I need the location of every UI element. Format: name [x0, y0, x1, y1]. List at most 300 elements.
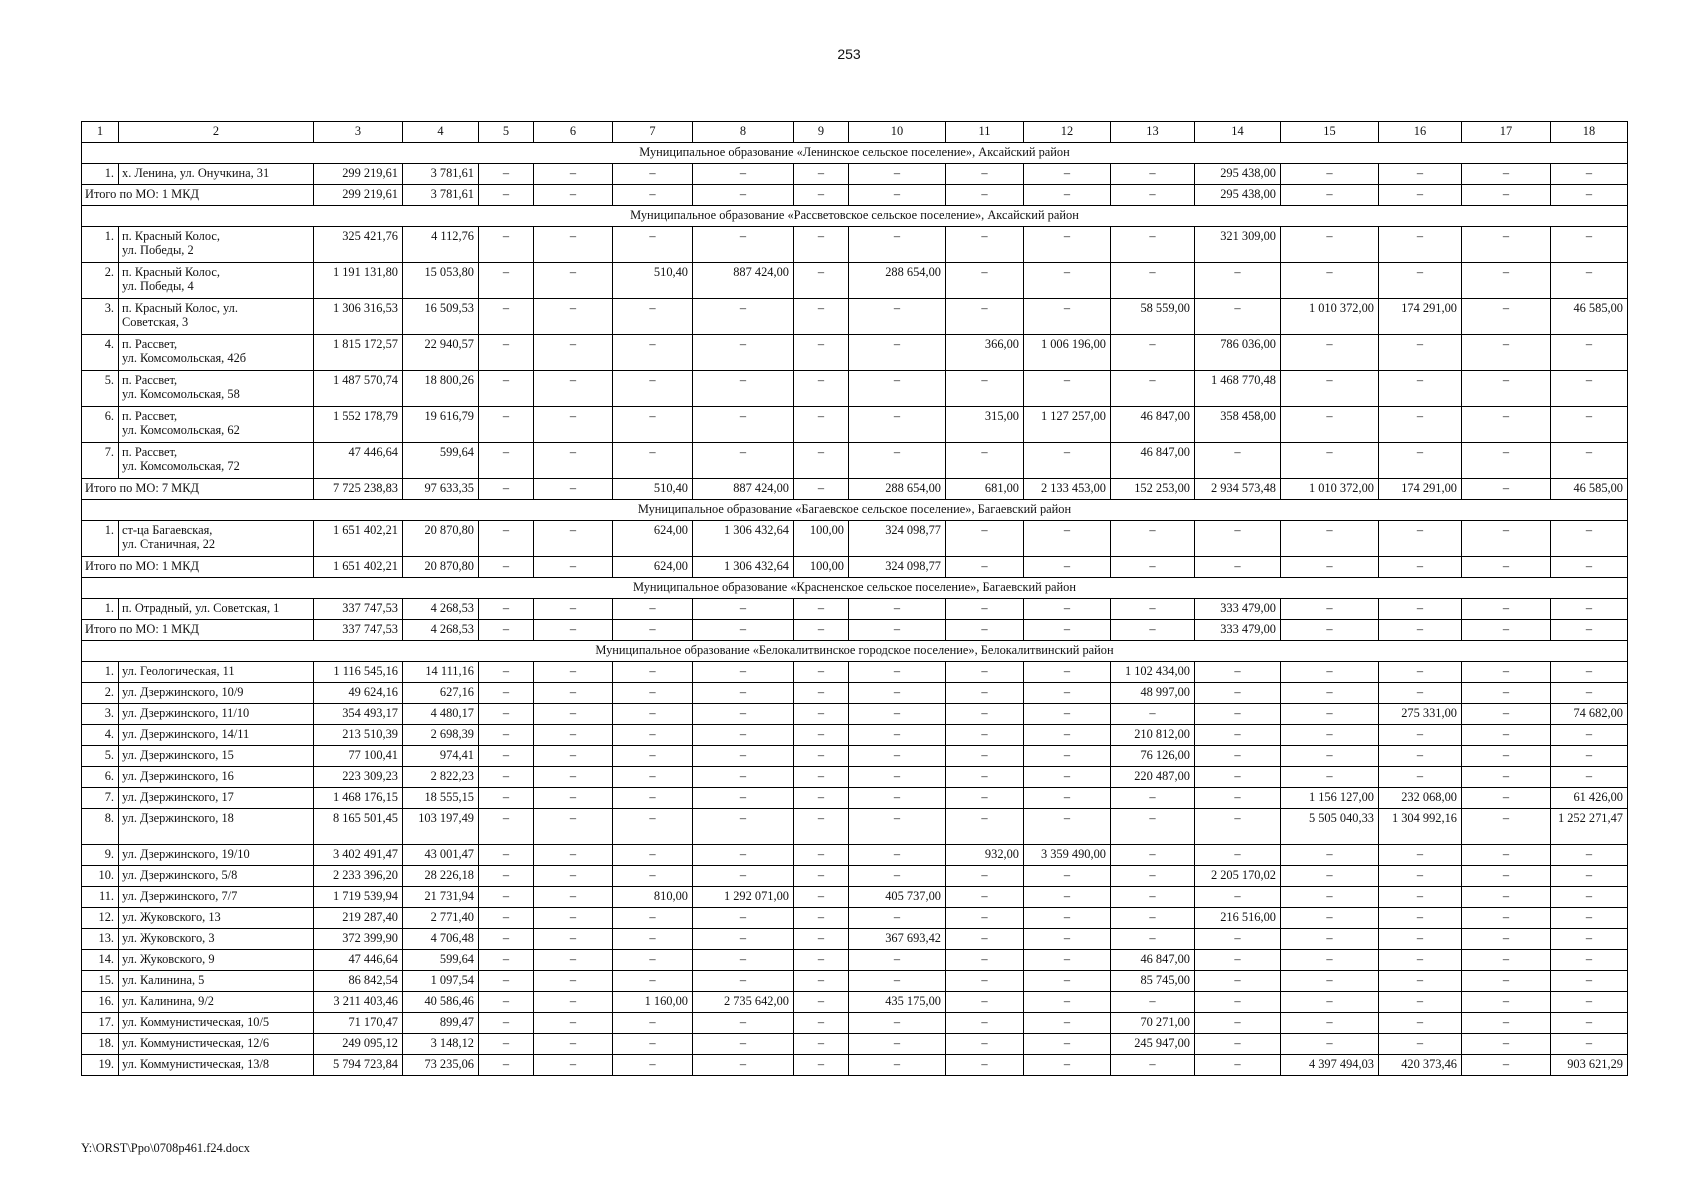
column-number-cell: 11	[946, 122, 1024, 143]
value-cell: 324 098,77	[849, 521, 946, 557]
value-cell: –	[1195, 725, 1281, 746]
value-cell: –	[946, 371, 1024, 407]
value-cell: –	[693, 1013, 794, 1034]
value-cell: 47 446,64	[314, 443, 403, 479]
total-cell: 510,40	[613, 479, 693, 500]
value-cell: –	[693, 683, 794, 704]
column-number-cell: 15	[1281, 122, 1379, 143]
value-cell: –	[1379, 950, 1462, 971]
value-cell: –	[1551, 371, 1628, 407]
table-row	[82, 335, 1628, 371]
total-cell: 333 479,00	[1195, 620, 1281, 641]
row-number: 11.	[82, 887, 119, 908]
value-cell: –	[1281, 866, 1379, 887]
value-cell: 61 426,00	[1551, 788, 1628, 809]
value-cell: 599,64	[403, 443, 479, 479]
value-cell: –	[1111, 1055, 1195, 1076]
address-cell: ул. Дзержинского, 14/11	[119, 725, 314, 746]
value-cell: –	[849, 845, 946, 866]
value-cell: –	[1195, 263, 1281, 299]
section-title: Муниципальное образование «Рассветовское сельское поселение», Аксайский район	[82, 206, 1628, 227]
value-cell: –	[1551, 443, 1628, 479]
column-number-cell: 4	[403, 122, 479, 143]
value-cell: –	[534, 887, 613, 908]
value-cell: –	[1111, 164, 1195, 185]
value-cell: –	[693, 845, 794, 866]
value-cell: –	[534, 164, 613, 185]
total-cell: 288 654,00	[849, 479, 946, 500]
value-cell: –	[693, 767, 794, 788]
column-number-cell: 5	[479, 122, 534, 143]
value-cell: 22 940,57	[403, 335, 479, 371]
address-cell: ул. Дзержинского, 19/10	[119, 845, 314, 866]
column-number-cell: 1	[82, 122, 119, 143]
value-cell: –	[1024, 992, 1111, 1013]
value-cell: –	[693, 371, 794, 407]
value-cell: –	[794, 809, 849, 845]
value-cell: –	[1462, 788, 1551, 809]
value-cell: –	[479, 1055, 534, 1076]
value-cell: –	[534, 725, 613, 746]
row-number: 6.	[82, 767, 119, 788]
value-cell: –	[534, 371, 613, 407]
row-number: 5.	[82, 371, 119, 407]
value-cell: –	[946, 866, 1024, 887]
total-cell: –	[1551, 557, 1628, 578]
value-cell: –	[534, 908, 613, 929]
total-cell: –	[613, 620, 693, 641]
total-cell: 1 651 402,21	[314, 557, 403, 578]
address-cell: ул. Калинина, 9/2	[119, 992, 314, 1013]
value-cell: –	[1379, 599, 1462, 620]
value-cell: –	[479, 521, 534, 557]
value-cell: –	[479, 704, 534, 725]
table-row	[82, 1034, 1628, 1055]
value-cell: –	[794, 164, 849, 185]
row-number: 6.	[82, 407, 119, 443]
value-cell: 372 399,90	[314, 929, 403, 950]
value-cell: –	[946, 767, 1024, 788]
total-cell: –	[1462, 557, 1551, 578]
value-cell: –	[794, 1013, 849, 1034]
value-cell: –	[946, 887, 1024, 908]
value-cell: 46 847,00	[1111, 950, 1195, 971]
value-cell: –	[1195, 299, 1281, 335]
total-cell: 681,00	[946, 479, 1024, 500]
row-number: 1.	[82, 227, 119, 263]
column-number-cell: 8	[693, 122, 794, 143]
value-cell: –	[1195, 1055, 1281, 1076]
value-cell: –	[534, 599, 613, 620]
value-cell: –	[534, 746, 613, 767]
total-cell: –	[1111, 557, 1195, 578]
value-cell: –	[1379, 887, 1462, 908]
value-cell: –	[794, 866, 849, 887]
section-header-row	[82, 206, 1628, 227]
value-cell: –	[479, 950, 534, 971]
value-cell: –	[1024, 521, 1111, 557]
value-cell: 420 373,46	[1379, 1055, 1462, 1076]
value-cell: –	[1379, 845, 1462, 866]
value-cell: –	[946, 1055, 1024, 1076]
value-cell: 354 493,17	[314, 704, 403, 725]
table-row	[82, 704, 1628, 725]
value-cell: 18 555,15	[403, 788, 479, 809]
value-cell: –	[1462, 866, 1551, 887]
value-cell: –	[1551, 866, 1628, 887]
value-cell: –	[693, 929, 794, 950]
address-cell: ул. Коммунистическая, 13/8	[119, 1055, 314, 1076]
value-cell: –	[946, 521, 1024, 557]
value-cell: –	[1462, 992, 1551, 1013]
value-cell: –	[1551, 725, 1628, 746]
section-header-row	[82, 143, 1628, 164]
value-cell: –	[1111, 788, 1195, 809]
value-cell: –	[1379, 227, 1462, 263]
value-cell: –	[479, 866, 534, 887]
value-cell: –	[946, 263, 1024, 299]
value-cell: –	[1195, 662, 1281, 683]
section-header-row	[82, 578, 1628, 599]
value-cell: 232 068,00	[1379, 788, 1462, 809]
data-table	[81, 121, 1628, 1076]
value-cell: –	[1462, 662, 1551, 683]
value-cell: 810,00	[613, 887, 693, 908]
value-cell: –	[794, 845, 849, 866]
value-cell: –	[534, 866, 613, 887]
total-cell: –	[1551, 185, 1628, 206]
value-cell: –	[1195, 746, 1281, 767]
value-cell: –	[1551, 407, 1628, 443]
value-cell: –	[1195, 992, 1281, 1013]
value-cell: –	[613, 908, 693, 929]
column-number-cell: 9	[794, 122, 849, 143]
value-cell: –	[794, 908, 849, 929]
row-number: 8.	[82, 809, 119, 845]
value-cell: 5 794 723,84	[314, 1055, 403, 1076]
table-row	[82, 746, 1628, 767]
value-cell: –	[534, 662, 613, 683]
value-cell: –	[613, 407, 693, 443]
value-cell: –	[946, 443, 1024, 479]
value-cell: –	[1462, 263, 1551, 299]
value-cell: –	[1024, 950, 1111, 971]
value-cell: –	[1462, 335, 1551, 371]
row-number: 1.	[82, 164, 119, 185]
value-cell: 405 737,00	[849, 887, 946, 908]
row-number: 13.	[82, 929, 119, 950]
value-cell: 3 211 403,46	[314, 992, 403, 1013]
value-cell: –	[1024, 599, 1111, 620]
value-cell: –	[534, 929, 613, 950]
value-cell: –	[479, 992, 534, 1013]
value-cell: –	[1551, 887, 1628, 908]
value-cell: –	[693, 866, 794, 887]
value-cell: 358 458,00	[1195, 407, 1281, 443]
value-cell: –	[849, 704, 946, 725]
row-number: 4.	[82, 725, 119, 746]
value-cell: –	[613, 1055, 693, 1076]
value-cell: –	[613, 971, 693, 992]
value-cell: –	[794, 407, 849, 443]
value-cell: –	[794, 1034, 849, 1055]
value-cell: –	[693, 950, 794, 971]
value-cell: –	[1111, 908, 1195, 929]
value-cell: 1 552 178,79	[314, 407, 403, 443]
value-cell: 1 010 372,00	[1281, 299, 1379, 335]
value-cell: –	[1379, 1034, 1462, 1055]
value-cell: –	[613, 767, 693, 788]
row-number: 3.	[82, 299, 119, 335]
value-cell: –	[479, 908, 534, 929]
value-cell: –	[1379, 521, 1462, 557]
value-cell: –	[534, 227, 613, 263]
total-cell: –	[613, 185, 693, 206]
value-cell: –	[849, 746, 946, 767]
value-cell: 295 438,00	[1195, 164, 1281, 185]
value-cell: 1 815 172,57	[314, 335, 403, 371]
value-cell: –	[1024, 683, 1111, 704]
value-cell: –	[946, 746, 1024, 767]
value-cell: –	[1024, 746, 1111, 767]
value-cell: –	[1281, 443, 1379, 479]
value-cell: –	[1462, 443, 1551, 479]
table-row	[82, 407, 1628, 443]
total-cell: –	[1111, 620, 1195, 641]
value-cell: –	[534, 407, 613, 443]
value-cell: –	[613, 299, 693, 335]
value-cell: –	[479, 971, 534, 992]
row-number: 5.	[82, 746, 119, 767]
table-row	[82, 227, 1628, 263]
value-cell: –	[1462, 845, 1551, 866]
value-cell: 4 268,53	[403, 599, 479, 620]
value-cell: –	[946, 299, 1024, 335]
table-row	[82, 866, 1628, 887]
value-cell: –	[1551, 335, 1628, 371]
value-cell: –	[1551, 1034, 1628, 1055]
total-cell: 4 268,53	[403, 620, 479, 641]
value-cell: 366,00	[946, 335, 1024, 371]
value-cell: –	[1281, 908, 1379, 929]
total-cell: –	[1462, 620, 1551, 641]
value-cell: 1 191 131,80	[314, 263, 403, 299]
total-cell: –	[1462, 479, 1551, 500]
value-cell: 786 036,00	[1195, 335, 1281, 371]
value-cell: –	[1024, 227, 1111, 263]
value-cell: –	[1462, 950, 1551, 971]
value-cell: –	[794, 767, 849, 788]
value-cell: 903 621,29	[1551, 1055, 1628, 1076]
total-cell: 97 633,35	[403, 479, 479, 500]
value-cell: 333 479,00	[1195, 599, 1281, 620]
footer-file-path: Y:\ORST\Ppo\0708p461.f24.docx	[81, 1141, 250, 1155]
value-cell: 2 771,40	[403, 908, 479, 929]
value-cell: 77 100,41	[314, 746, 403, 767]
value-cell: –	[1281, 599, 1379, 620]
value-cell: –	[693, 443, 794, 479]
value-cell: –	[1462, 908, 1551, 929]
row-number: 12.	[82, 908, 119, 929]
table-row	[82, 992, 1628, 1013]
total-cell: 7 725 238,83	[314, 479, 403, 500]
value-cell: –	[1281, 371, 1379, 407]
value-cell: –	[1024, 971, 1111, 992]
table-row	[82, 971, 1628, 992]
total-label: Итого по МО: 7 МКД	[82, 479, 314, 500]
total-row	[82, 557, 1628, 578]
value-cell: –	[534, 767, 613, 788]
total-cell: –	[479, 620, 534, 641]
total-cell: 46 585,00	[1551, 479, 1628, 500]
value-cell: –	[693, 971, 794, 992]
total-cell: –	[479, 185, 534, 206]
value-cell: 1 127 257,00	[1024, 407, 1111, 443]
value-cell: –	[479, 299, 534, 335]
value-cell: –	[613, 662, 693, 683]
value-cell: –	[479, 443, 534, 479]
value-cell: –	[613, 929, 693, 950]
value-cell: –	[794, 1055, 849, 1076]
address-cell: ул. Дзержинского, 5/8	[119, 866, 314, 887]
value-cell: –	[849, 443, 946, 479]
value-cell: –	[1111, 704, 1195, 725]
column-number-cell: 6	[534, 122, 613, 143]
total-cell: 337 747,53	[314, 620, 403, 641]
value-cell: 321 309,00	[1195, 227, 1281, 263]
header-row	[82, 122, 1628, 143]
value-cell: 86 842,54	[314, 971, 403, 992]
value-cell: –	[479, 767, 534, 788]
value-cell: –	[1462, 725, 1551, 746]
value-cell: –	[1111, 371, 1195, 407]
value-cell: –	[1551, 683, 1628, 704]
value-cell: –	[946, 599, 1024, 620]
value-cell: –	[1379, 371, 1462, 407]
value-cell: 49 624,16	[314, 683, 403, 704]
value-cell: 624,00	[613, 521, 693, 557]
column-number-cell: 12	[1024, 122, 1111, 143]
address-cell: ст-ца Багаевская, ул. Станичная, 22	[119, 521, 314, 557]
value-cell: 299 219,61	[314, 164, 403, 185]
total-cell: –	[693, 620, 794, 641]
total-cell: –	[1195, 557, 1281, 578]
value-cell: –	[479, 599, 534, 620]
total-cell: –	[1024, 557, 1111, 578]
value-cell: –	[946, 1013, 1024, 1034]
total-row	[82, 620, 1628, 641]
value-cell: –	[693, 599, 794, 620]
value-cell: –	[794, 704, 849, 725]
value-cell: –	[613, 725, 693, 746]
value-cell: –	[693, 164, 794, 185]
total-cell: –	[1024, 185, 1111, 206]
address-cell: п. Рассвет, ул. Комсомольская, 58	[119, 371, 314, 407]
value-cell: –	[1111, 263, 1195, 299]
value-cell: –	[1462, 407, 1551, 443]
total-label: Итого по МО: 1 МКД	[82, 185, 314, 206]
value-cell: –	[794, 887, 849, 908]
value-cell: –	[1551, 164, 1628, 185]
total-label: Итого по МО: 1 МКД	[82, 620, 314, 641]
value-cell: –	[1462, 521, 1551, 557]
value-cell: 249 095,12	[314, 1034, 403, 1055]
value-cell: –	[1281, 1034, 1379, 1055]
value-cell: –	[1379, 683, 1462, 704]
value-cell: 932,00	[946, 845, 1024, 866]
value-cell: –	[479, 809, 534, 845]
value-cell: –	[946, 929, 1024, 950]
value-cell: 1 468 176,15	[314, 788, 403, 809]
value-cell: 1 006 196,00	[1024, 335, 1111, 371]
value-cell: –	[946, 992, 1024, 1013]
value-cell: –	[1281, 407, 1379, 443]
value-cell: 1 102 434,00	[1111, 662, 1195, 683]
value-cell: –	[946, 662, 1024, 683]
total-cell: –	[534, 620, 613, 641]
value-cell: –	[1281, 704, 1379, 725]
value-cell: 70 271,00	[1111, 1013, 1195, 1034]
value-cell: 16 509,53	[403, 299, 479, 335]
value-cell: –	[849, 683, 946, 704]
value-cell: –	[1281, 1013, 1379, 1034]
value-cell: –	[613, 809, 693, 845]
value-cell: –	[534, 443, 613, 479]
row-number: 19.	[82, 1055, 119, 1076]
value-cell: –	[479, 662, 534, 683]
value-cell: 2 233 396,20	[314, 866, 403, 887]
table-row	[82, 1055, 1628, 1076]
value-cell: 1 306 432,64	[693, 521, 794, 557]
value-cell: 43 001,47	[403, 845, 479, 866]
value-cell: –	[1111, 335, 1195, 371]
value-cell: –	[1024, 1055, 1111, 1076]
value-cell: –	[946, 725, 1024, 746]
value-cell: 46 585,00	[1551, 299, 1628, 335]
value-cell: –	[613, 704, 693, 725]
row-number: 1.	[82, 521, 119, 557]
total-cell: –	[946, 185, 1024, 206]
row-number: 17.	[82, 1013, 119, 1034]
address-cell: п. Рассвет, ул. Комсомольская, 72	[119, 443, 314, 479]
section-title: Муниципальное образование «Белокалитвинское городское поселение», Белокалитвинский район	[82, 641, 1628, 662]
total-cell: 2 133 453,00	[1024, 479, 1111, 500]
column-number-cell: 14	[1195, 122, 1281, 143]
value-cell: 367 693,42	[849, 929, 946, 950]
total-cell: 887 424,00	[693, 479, 794, 500]
value-cell: –	[1195, 704, 1281, 725]
address-cell: п. Красный Колос, ул. Советская, 3	[119, 299, 314, 335]
value-cell: –	[693, 725, 794, 746]
value-cell: 4 397 494,03	[1281, 1055, 1379, 1076]
value-cell: 627,16	[403, 683, 479, 704]
value-cell: –	[693, 908, 794, 929]
value-cell: –	[794, 263, 849, 299]
column-number-cell: 18	[1551, 122, 1628, 143]
value-cell: –	[1111, 227, 1195, 263]
value-cell: –	[1195, 950, 1281, 971]
value-cell: –	[479, 1034, 534, 1055]
value-cell: –	[534, 299, 613, 335]
total-cell: –	[479, 557, 534, 578]
value-cell: –	[1379, 992, 1462, 1013]
value-cell: –	[693, 746, 794, 767]
value-cell: –	[946, 683, 1024, 704]
value-cell: –	[1024, 443, 1111, 479]
value-cell: –	[613, 746, 693, 767]
address-cell: ул. Жуковского, 9	[119, 950, 314, 971]
address-cell: ул. Дзержинского, 15	[119, 746, 314, 767]
